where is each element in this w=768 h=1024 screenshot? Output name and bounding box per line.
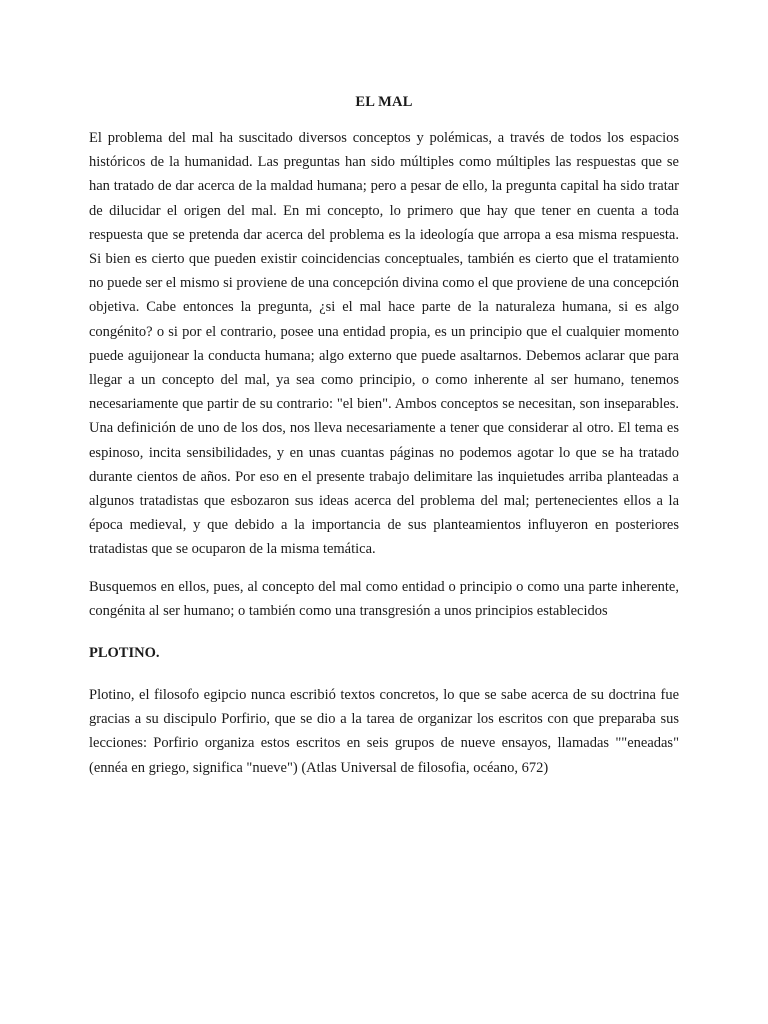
body-paragraph-2: Busquemos en ellos, pues, al concepto del mal como entidad o principio o como una parte inherente, congénita al ser humano; o también como una transgresión a unos principios establecidos	[89, 578, 679, 619]
body-paragraph-1: El problema del mal ha suscitado diversos conceptos y polémicas, a través de todos los espacios históricos de la humanidad. Las preguntas han sido múltiples como múltiples las respuestas que se han tratado de dar acerca de la maldad humana; pero a pesar de ello, la pregunta capital ha sido tratar de dilucidar el origen del mal. En mi concepto, lo primero que hay que tener en cuenta a toda respuesta que se pretenda dar acerca del problema es la ideología que arropa a esa misma respuesta. Si bien es cierto que pueden existir coincidencias conceptuales, también es cierto que el tratamiento no puede ser el mismo si proviene de una concepción divina como el que proviene de una concepción objetiva. Cabe entonces la pregunta, ¿si el mal hace parte de la naturaleza humana, si es algo congénito? o si por el contrario, posee una entidad propia, es un principio que el cualquier momento puede aguijonear la conducta humana; algo externo que puede asaltarnos. Debemos aclarar que para llegar a un concepto del mal, ya sea como principio, o como inherente al ser humano, tenemos necesariamente que partir de su contrario: "el bien". Ambos conceptos se necesitan, son inseparables. Una definición de uno de los dos, nos lleva necesariamente a tener que considerar al otro. El tema es espinoso, incita sensibilidades, y en unas cuantas páginas no podemos agotar lo que se ha tratado durante cientos de años. Por eso en el presente trabajo delimitare las inquietudes arriba planteadas a algunos tratadistas que esbozaron sus ideas acerca del problema del mal; pertenecientes ellos a la época medieval, y que debido a la importancia de sus planteamientos influyeron en posteriores tratadistas que se ocuparon de la misma temática.	[89, 130, 679, 558]
section-heading-plotino: PLOTINO.	[89, 645, 160, 662]
document-title: EL MAL	[355, 94, 413, 110]
section-paragraph-1: Plotino, el filosofo egipcio nunca escribió textos concretos, lo que se sabe acerca de su doctrina fue gracias a su discipulo Porfirio, que se dio a la tarea de organizar los escritos con que preparaba sus lecciones: Porfirio organiza estos escritos en seis grupos de nueve ensayos, llamadas ""eneadas" (ennéa en griego, significa "nueve") (Atlas Universal de filosofia, océano, 672)	[89, 687, 679, 776]
document-page	[89, 90, 679, 780]
